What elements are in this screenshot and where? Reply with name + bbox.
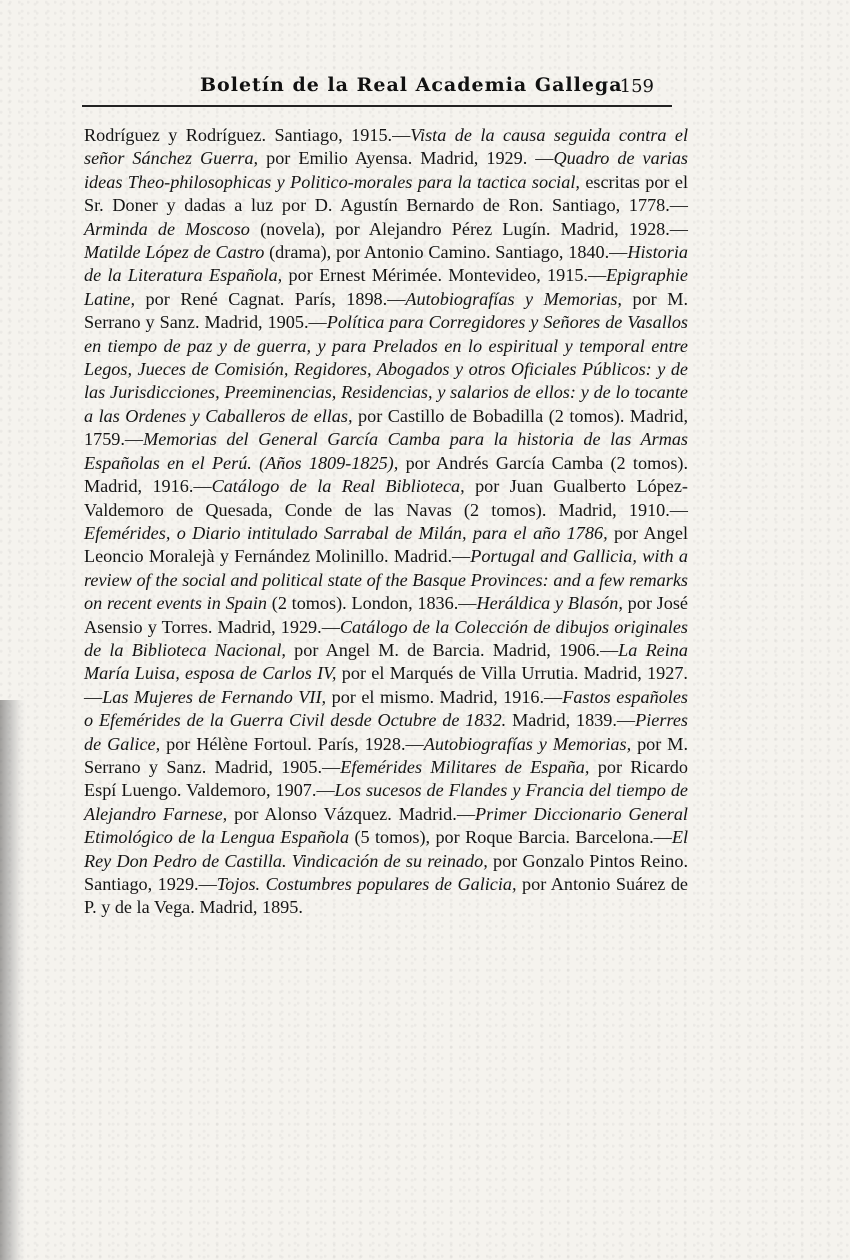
citation-text: por Andrés García Camba (2 tomos). Madrid, 1916.—: [84, 452, 688, 497]
work-title: Efemérides Militares de España,: [340, 756, 590, 777]
citation-text: por Gonzalo Pintos Reino. Santiago, 1929.—: [84, 850, 688, 894]
work-title: Historia de la Literatura Española,: [84, 242, 688, 286]
work-title: Arminda de Moscoso: [84, 218, 250, 239]
bibliography-paragraph: [84, 124, 688, 920]
work-title: Tojos. Costumbres populares de Galicia,: [216, 874, 517, 894]
header-rule: [82, 105, 672, 107]
citation-text: (2 tomos). London, 1836.—: [267, 593, 477, 614]
work-title: Autobiografías y Memorias,: [405, 288, 622, 309]
work-title: Autobiografías y Memorias,: [423, 733, 632, 754]
citation-text: por el Marqués de Villa Urrutia. Madrid, 1927.—: [84, 663, 688, 707]
citation-text: por Angel M. de Barcia. Madrid, 1906.—: [285, 639, 619, 660]
work-title: Epigraphie Latine,: [84, 265, 688, 309]
citation-text: (novela), por Alejandro Pérez Lugín. Madrid, 1928.—: [249, 218, 688, 239]
citation-text: (drama), por Antonio Camino. Santiago, 1840.—: [264, 242, 628, 263]
work-title: Portugal and Gallicia, with a review of the social and political state of the Basque Provinces: and a few remarks on recent events in Spain: [84, 546, 688, 614]
work-title: Las Mujeres de Fernando VII,: [102, 686, 327, 707]
work-title: Los sucesos de Flandes y Francia del tiempo de Alejandro Farnese,: [84, 780, 688, 824]
citation-text: (5 tomos), por Roque Barcia. Barcelona.—: [349, 827, 672, 848]
citation-text: por Ernest Mérimée. Montevideo, 1915.—: [282, 265, 607, 286]
work-title: La Reina María Luisa, esposa de Carlos IV,: [84, 639, 688, 684]
work-title: Fastos españoles o Efemérides de la Guerra Civil desde Octubre de 1832.: [84, 686, 688, 731]
work-title: Pierres de Galice,: [84, 710, 688, 754]
citation-text: Madrid, 1839.—: [506, 710, 636, 731]
citation-text: por M. Serrano y Sanz. Madrid, 1905.—: [84, 288, 688, 333]
work-title: Efemérides, o Diario intitulado Sarrabal de Milán, para el año 1786,: [84, 522, 608, 543]
work-title: Catálogo de la Real Biblioteca,: [211, 476, 465, 497]
journal-title: Boletín de la Real Academia Gallega: [200, 74, 623, 96]
citation-text: Rodríguez y Rodríguez. Santiago, 1915.—: [84, 125, 411, 145]
citation-text: por Juan Gualberto López-Valdemoro de Quesada, Conde de las Navas (2 tomos). Madrid, 1910.—: [84, 476, 688, 520]
citation-text: por Angel Leoncio Moralejà y Fernández Molinillo. Madrid.—: [84, 522, 688, 567]
work-title: Primer Diccionario General Etimológico de la Lengua Española: [84, 803, 688, 848]
page-number: 159: [619, 76, 654, 97]
citation-text: por Castillo de Bobadilla (2 tomos). Madrid, 1759.—: [84, 405, 688, 450]
work-title: Heráldica y Blasón,: [476, 593, 623, 614]
work-title: Memorias del General García Camba para la historia de las Armas Españolas en el Perú. (Años 1809-1825),: [84, 429, 688, 473]
citation-text: por M. Serrano y Sanz. Madrid, 1905.—: [84, 733, 688, 777]
work-title: Vista de la causa seguida contra el señor Sánchez Guerra,: [84, 125, 688, 169]
work-title: El Rey Don Pedro de Castilla. Vindicación de su reinado,: [84, 827, 688, 871]
work-title: Política para Corregidores y Señores de Vasallos en tiempo de paz y de guerra, y para Prelados en lo espiritual y temporal entre Legos, Jueces de Comisión, Regidores, Abogados y otros Oficiales Públicos: y de las Jurisdicciones, Preeminencias, Residencias, y salarios de ellos: y de lo tocante a las Ordenes y Caballeros de ellas,: [84, 312, 688, 426]
page-edge-shadow: [0, 700, 26, 1260]
citation-text: por Emilio Ayensa. Madrid, 1929. —: [258, 148, 554, 169]
citation-text: por Antonio Suárez de P. y de la Vega. Madrid, 1895.: [84, 874, 688, 918]
running-header: [82, 74, 672, 104]
citation-text: por Alonso Vázquez. Madrid.—: [227, 803, 476, 824]
citation-text: por René Cagnat. París, 1898.—: [135, 288, 406, 309]
citation-text: escritas por el Sr. Doner y dadas a luz por D. Agustín Bernardo de Ron. Santiago, 1778.—: [84, 171, 689, 216]
citation-text: por Hélène Fortoul. París, 1928.—: [160, 733, 424, 754]
citation-text: por Ricardo Espí Luengo. Valdemoro, 1907.—: [84, 756, 688, 801]
work-title: Catálogo de la Colección de dibujos originales de la Biblioteca Nacional,: [84, 616, 688, 660]
citation-text: por el mismo. Madrid, 1916.—: [326, 686, 563, 707]
work-title: Quadro de varias ideas Theo-philosophicas y Politico-morales para la tactica social,: [84, 148, 688, 192]
work-title: Matilde López de Castro: [84, 242, 265, 263]
citation-text: por José Asensio y Torres. Madrid, 1929.—: [84, 593, 688, 637]
